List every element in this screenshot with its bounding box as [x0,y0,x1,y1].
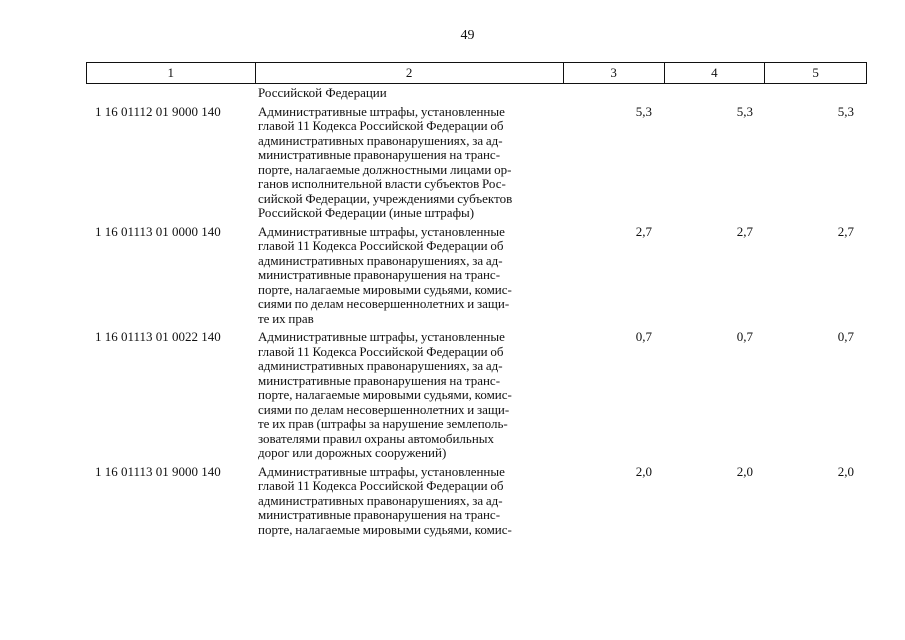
value-column-4: 2,0 [736,463,753,479]
description-line: порте, налагаемые мировыми судьями, комис- [258,521,512,537]
description-line: главой 11 Кодекса Российской Федерации об [258,478,504,493]
table-row [86,105,867,221]
value-column-4: 5,3 [736,103,753,119]
description-line: административных правонарушениях, за ад- [258,492,503,508]
header-column-4: 4 [665,63,766,83]
value-column-4: 2,7 [736,223,753,239]
description-line: Административные штрафы, установленные [258,463,505,479]
table-row [86,465,867,538]
description-line: административных правонарушениях, за ад- [258,132,503,148]
description-line: сиями по делам несовершеннолетних и защи- [258,296,510,311]
header-column-5: 5 [812,65,819,80]
description-line: сийской Федерации, учреждениями субъектов [258,190,513,206]
page-number: 49 [460,28,475,43]
revenue-code: 1 16 01113 01 0022 140 [95,329,221,344]
description-line: зователями правил охраны автомобильных [258,430,495,446]
value-column-3: 2,7 [635,223,652,239]
description-line: министративные правонарушения на транс- [258,147,501,162]
description-line: сиями по делам несовершеннолетних и защи- [258,401,510,417]
description-line: порте, налагаемые должностными лицами ор- [258,161,512,177]
value-column-3: 2,0 [635,463,652,479]
description-line: дорог или дорожных сооружений) [258,445,447,460]
value-column-5: 2,0 [837,463,854,479]
description-line: те их прав (штрафы за нарушение землеполь- [258,416,508,431]
description-line: порте, налагаемые мировыми судьями, комис- [258,387,512,402]
table-row [86,330,867,461]
revenue-description [258,105,558,221]
header-column-2: 2 [256,63,564,83]
value-column-3: 5,3 [635,103,652,119]
revenue-code: 1 16 01112 01 9000 140 [95,103,221,119]
description-line: министративные правонарушения на транс- [258,372,501,388]
description-line: Административные штрафы, установленные [258,103,505,119]
table-body [86,86,867,537]
description-line: Российской Федерации (иные штрафы) [258,205,475,220]
header-column-1: 1 [87,63,256,83]
revenue-description [258,330,558,461]
description-line: Административные штрафы, установленные [258,329,505,344]
description-line: министративные правонарушения на транс- [258,507,501,522]
revenue-code: 1 16 01113 01 0000 140 [95,223,221,239]
table-header-row [86,62,867,84]
description-line: главой 11 Кодекса Российской Федерации об [258,118,504,133]
table-row [86,225,867,327]
description-line: главой 11 Кодекса Российской Федерации об [258,343,504,359]
description-line: главой 11 Кодекса Российской Федерации об [258,238,504,253]
value-column-5: 0,7 [837,329,854,344]
value-column-5: 2,7 [837,223,854,239]
table-rows [86,105,867,538]
description-line: те их прав [258,310,314,326]
revenue-code: 1 16 01113 01 9000 140 [95,463,221,479]
description-line: Административные штрафы, установленные [258,223,505,239]
description-line: министративные правонарушения на транс- [258,267,501,282]
description-line: административных правонарушениях, за ад- [258,358,503,373]
description-line: ганов исполнительной власти субъектов Рос- [258,176,506,191]
header-column-3: 3 [564,63,665,83]
value-column-4: 0,7 [736,329,753,344]
description-line: порте, налагаемые мировыми судьями, комис- [258,281,512,297]
value-column-5: 5,3 [837,103,854,119]
description-line: административных правонарушениях, за ад- [258,252,503,268]
revenue-description [258,465,558,538]
continued-description: Российской Федерации [258,85,387,100]
value-column-3: 0,7 [635,329,652,344]
revenue-description [258,225,558,327]
